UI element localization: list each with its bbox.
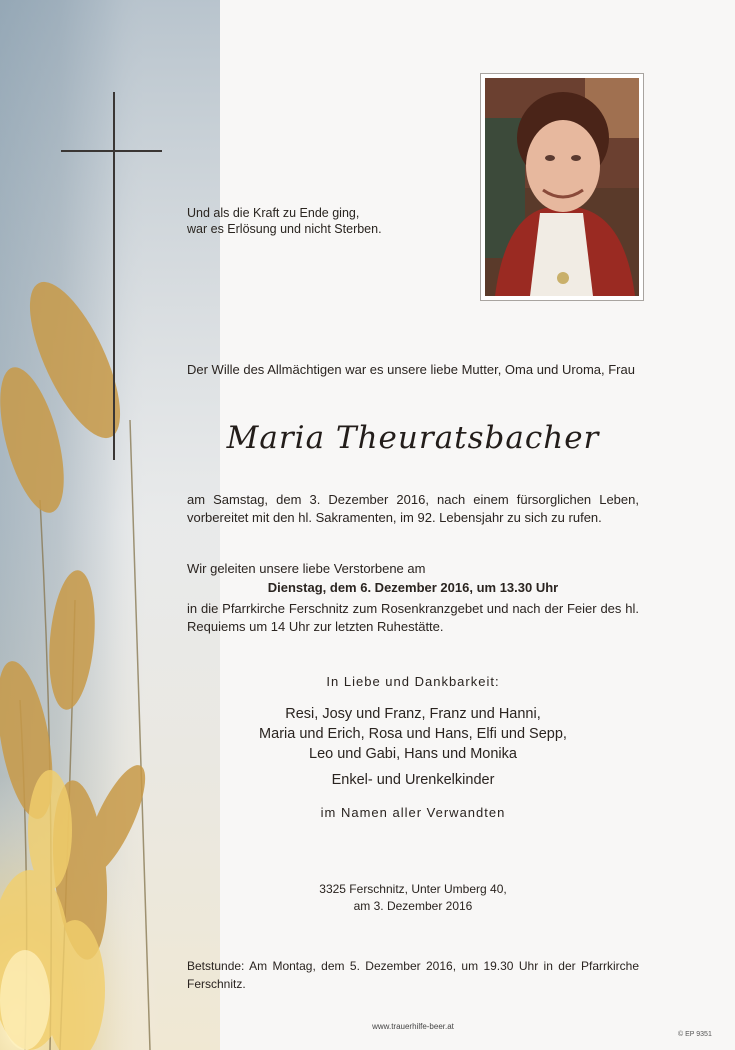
address-line-2: am 3. Dezember 2016 [353, 899, 473, 913]
cross-icon-vertical [113, 92, 115, 460]
mourners-line-1: Resi, Josy und Franz, Franz und Hanni, [285, 706, 541, 722]
funeral-intro: Wir geleiten unsere liebe Verstorbene am [187, 561, 426, 576]
deceased-name: Maria Theuratsbacher [226, 420, 600, 456]
memorial-quote [187, 205, 427, 237]
footer-website-link[interactable]: www.trauerhilfe-beer.at [372, 1022, 454, 1031]
mourners-line-3: Leo und Gabi, Hans und Monika [309, 746, 517, 762]
footer-code: © EP 9351 [678, 1031, 712, 1038]
funeral-date: Dienstag, dem 6. Dezember 2016, um 13.30 Uhr [267, 580, 559, 595]
mourners-list [187, 704, 639, 764]
quote-line-2: war es Erlösung und nicht Sterben. [187, 222, 382, 236]
relatives-line: im Namen aller Verwandten [320, 805, 506, 820]
announcement-text: Der Wille des Allmächtigen war es unsere liebe Mutter, Oma und Uroma, Frau [187, 362, 635, 377]
quote-line-1: Und als die Kraft zu Ende ging, [187, 206, 360, 220]
cross-icon-horizontal [61, 150, 162, 152]
funeral-details: in die Pfarrkirche Ferschnitz zum Rosenkranzgebet und nach der Feier des hl. Requiems um 14 Uhr zur letzten Ruhestätte. [187, 601, 639, 634]
grandchildren-line: Enkel- und Urenkelkinder [331, 772, 495, 788]
mourners-line-2: Maria und Erich, Rosa und Hans, Elfi und Sepp, [259, 726, 567, 742]
mourners-heading: In Liebe und Dankbarkeit: [326, 674, 500, 689]
death-paragraph: am Samstag, dem 3. Dezember 2016, nach einem fürsorglichen Leben, vorbereitet mit den hl. Sakramenten, im 92. Lebensjahr zu sich zu rufen. [187, 492, 639, 525]
address-line-1: 3325 Ferschnitz, Unter Umberg 40, [319, 882, 507, 896]
portrait-photo [480, 73, 644, 301]
prayer-hour-text: Betstunde: Am Montag, dem 5. Dezember 2016, um 19.30 Uhr in der Pfarrkirche Ferschnitz. [187, 959, 639, 991]
